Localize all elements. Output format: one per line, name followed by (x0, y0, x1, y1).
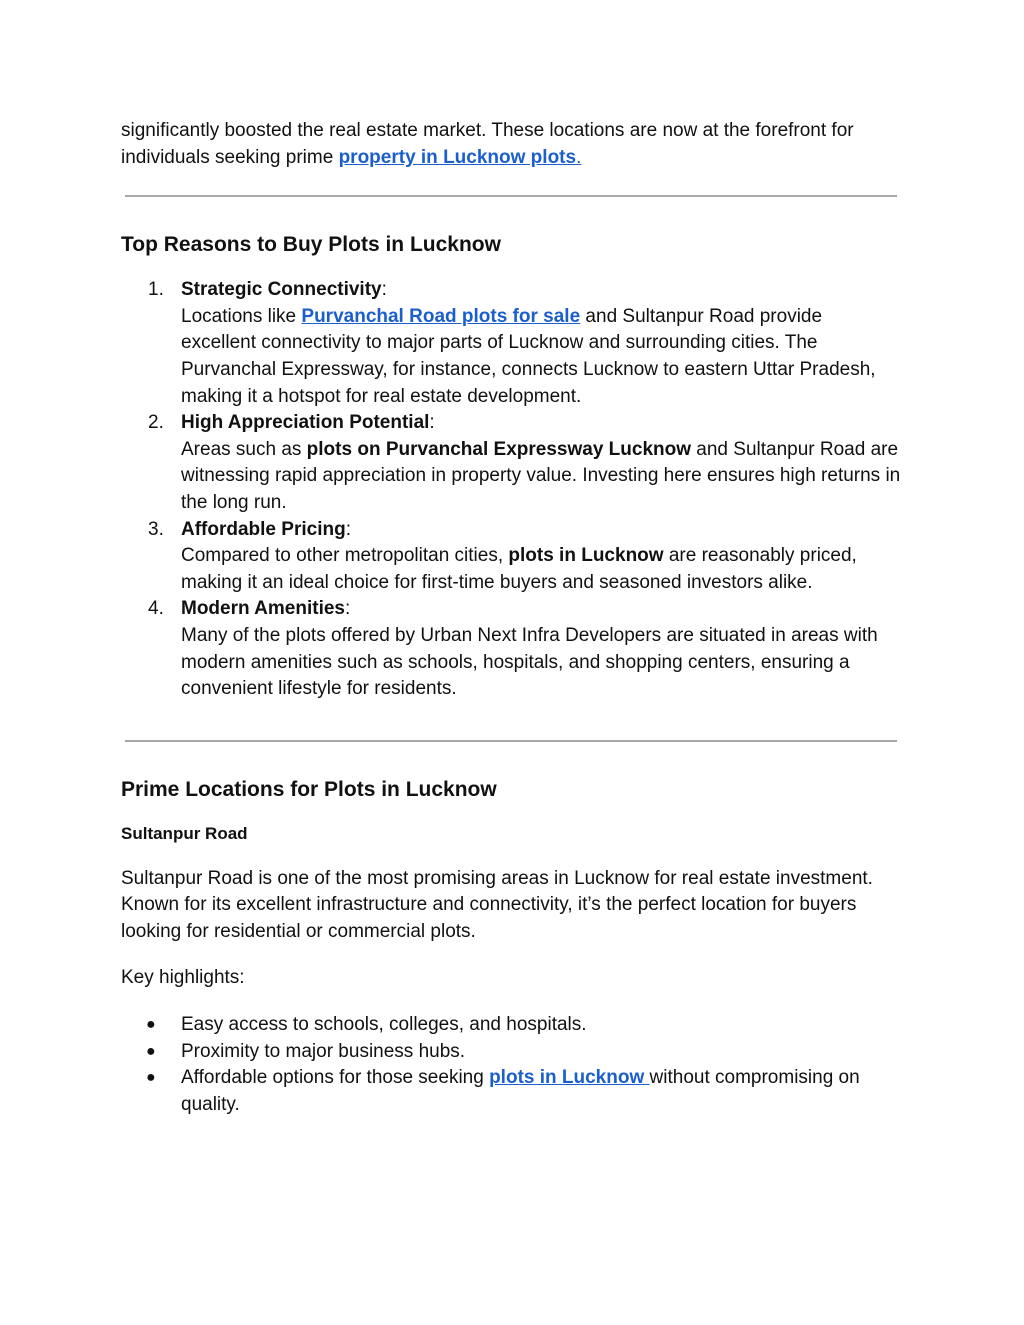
intro-period: . (576, 146, 582, 168)
key-highlights-label: Key highlights: (121, 967, 245, 989)
list-item (121, 596, 901, 702)
bullet-icon: ● (146, 1016, 156, 1034)
item-text: Compared to other metropolitan cities, (181, 545, 509, 567)
item-text: Many of the plots offered by Urban Next Infra Developers are situated in areas with modern amenities such as schools, hospitals, and shopping centers, ensuring a convenient lifestyle for residents. (181, 624, 878, 700)
item-text: Areas such as (181, 438, 307, 460)
list-number: 2. (148, 412, 164, 434)
list-item (121, 1065, 901, 1118)
section-title-prime-locations: Prime Locations for Plots in Lucknow (121, 777, 497, 801)
reasons-list (121, 277, 901, 703)
item-bold-text: plots in Lucknow (508, 545, 664, 567)
bullet-text: Proximity to major business hubs. (181, 1040, 466, 1062)
item-colon: : (429, 412, 435, 434)
list-item (121, 517, 901, 597)
sultanpur-paragraph: Sultanpur Road is one of the most promising areas in Lucknow for real estate investment. Known for its excellent infrastructure and connectivity, it’s the perfect location for buyers looking for residential or commercial plots. (121, 867, 873, 942)
document-body (121, 118, 901, 1118)
list-item (121, 277, 901, 410)
bullet-icon: ● (146, 1042, 156, 1060)
intro-text: significantly boosted the real estate market. These locations are now at the forefront for individuals seeking prime (121, 120, 854, 168)
intro-paragraph (121, 118, 901, 171)
highlights-list (121, 1012, 901, 1118)
bullet-text: Easy access to schools, colleges, and hospitals. (181, 1014, 587, 1036)
item-text: are reasonably priced, making it an ideal choice for first-time buyers and seasoned investors alike. (181, 545, 857, 593)
list-number: 4. (148, 598, 164, 620)
item-heading: Strategic Connectivity (181, 279, 382, 301)
item-text: and Sultanpur Road are witnessing rapid appreciation in property value. Investing here ensures high returns in the long run. (181, 438, 901, 513)
plots-in-lucknow-link[interactable]: plots in Lucknow (489, 1067, 650, 1089)
section-title-top-reasons: Top Reasons to Buy Plots in Lucknow (121, 233, 501, 257)
item-colon: : (381, 279, 387, 301)
subheading-sultanpur-road: Sultanpur Road (121, 823, 248, 843)
list-item (121, 1039, 901, 1066)
list-item (121, 1012, 901, 1039)
list-item (121, 410, 901, 516)
item-text: and Sultanpur Road provide excellent connectivity to major parts of Lucknow and surrounding cities. The Purvanchal Expressway, for instance, connects Lucknow to eastern Uttar Pradesh, making it a hotspot for real estate development. (181, 305, 876, 407)
property-in-lucknow-plots-link[interactable]: property in Lucknow plots (338, 146, 577, 168)
item-heading: Modern Amenities (181, 598, 345, 620)
bullet-text: Affordable options for those seeking (181, 1067, 490, 1089)
purvanchal-road-plots-link[interactable]: Purvanchal Road plots for sale (301, 305, 581, 327)
item-colon: : (345, 598, 351, 620)
list-number: 1. (148, 279, 164, 301)
item-text: Locations like (181, 305, 302, 327)
item-colon: : (345, 518, 351, 540)
bullet-icon: ● (146, 1069, 156, 1087)
item-heading: Affordable Pricing (181, 518, 346, 540)
list-number: 3. (148, 518, 164, 540)
item-heading: High Appreciation Potential (181, 412, 430, 434)
bullet-text: without compromising on quality. (181, 1067, 860, 1115)
item-bold-text: plots on Purvanchal Expressway Lucknow (306, 438, 692, 460)
